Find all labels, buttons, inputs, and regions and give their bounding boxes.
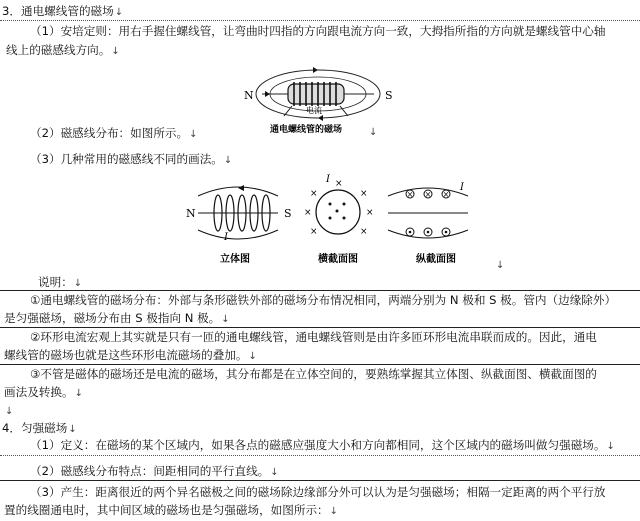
uniform-distribution-text: （2）磁感线分布特点：间距相同的平行直线。 [30,464,270,478]
distribution-line [30,125,198,143]
note3-line2-text: 画法及转换。 [4,385,74,399]
stereo-s-label: S [284,207,292,220]
svg-text:×: × [360,227,368,237]
ampere-rule-line1: （1）安培定则：用右手握住螺线管，让弯曲时四指的方向跟电流方向一致，大拇指所指的方向就是螺线管中心轴 [30,24,606,38]
paragraph-mark: ↓ [248,351,257,362]
line-rule [0,364,640,365]
line-rule [0,290,640,291]
paragraph-mark: ↓ [270,467,279,478]
figure1-mark [368,123,377,141]
section3-heading [2,3,123,21]
figure2-mark [495,256,504,274]
line-rule [0,480,640,481]
section3-heading-text: 3．通电螺线管的磁场 [2,4,114,18]
note1-line2 [4,310,230,328]
uniform-definition-text: （1）定义：在磁场的某个区域内，如果各点的磁感应强度大小和方向都相同，这个区域内的磁场叫做匀强磁场。 [30,438,606,452]
note2-line2 [4,347,257,365]
solenoid-s-label: S [385,89,393,102]
paragraph-mark: ↓ [111,46,120,57]
paragraph-mark: ↓ [114,7,124,18]
uniform-definition-line [30,437,615,455]
paragraph-mark: ↓ [606,441,615,452]
paragraph-mark: ↓ [73,278,83,289]
svg-text:×: × [406,190,414,199]
ampere-rule-line2 [6,42,120,60]
distribution-text: （2）磁感线分布：如图所示。 [30,126,189,140]
ampere-rule-line2-text: 线上的磁感线方向。 [6,43,111,57]
solenoid-caption: 通电螺线管的磁场 [270,125,343,135]
line-rule [0,327,640,328]
longitudinal-caption: 纵截面图 [416,254,456,265]
paragraph-mark: ↓ [189,129,198,140]
paragraph-mark: ↓ [223,155,233,166]
drawings-line [30,151,232,169]
paragraph-mark: ↓ [369,127,378,138]
solenoid-views-figure [178,172,508,268]
paragraph-mark: ↓ [329,506,339,517]
paragraph-mark: ↓ [5,406,14,417]
svg-text:×: × [335,179,343,189]
uniform-production-line1: （3）产生：距离很近的两个异名磁极之间的磁场除边缘部分外可以认为是匀强磁场；相隔一定距离的两个平行放 [30,485,606,499]
svg-text:×: × [442,190,450,199]
svg-text:×: × [310,227,318,237]
cross-section-view [304,174,374,265]
note3-line1: ③不管是磁体的磁场还是电流的磁场，其分布都是在立体空间的，要熟练掌握其立体图、纵截面图、横截面图的 [30,367,597,381]
uniform-distribution-line [30,463,279,481]
cross-caption: 横截面图 [318,254,358,265]
svg-text:×: × [424,190,432,199]
svg-text:×: × [366,208,374,218]
svg-text:×: × [310,189,318,199]
paragraph-mark: ↓ [496,260,505,271]
drawings-text: （3）几种常用的磁感线不同的画法。 [30,152,223,166]
svg-text:×: × [304,208,312,218]
svg-text:×: × [360,189,368,199]
long-i-label: I [460,182,464,193]
uniform-production-line2 [4,502,338,520]
paragraph-mark: ↓ [68,424,77,435]
notes-title: 说明： [38,275,73,289]
solenoid-n-label: N [244,89,254,102]
note2-line2-text: 螺线管的磁场也就是这些环形电流磁场的叠加。 [4,348,248,362]
stereo-caption: 立体图 [220,254,250,265]
note1-line1: ①通电螺线管的磁场分布：外部与条形磁铁外部的磁场分布情况相同，两端分别为 N 极和 S 极。管内（边缘除外） [30,293,617,307]
note3-line2 [4,384,83,402]
blank-line [4,402,13,420]
cross-i-label: I [326,174,330,185]
stereo-n-label: N [186,207,196,220]
section4-heading [2,420,77,438]
uniform-production-line2-text: 置的线圈通电时，其中间区域的磁场也是匀强磁场，如图所示： [4,503,329,517]
line-rule [0,455,640,456]
stereo-i-label: I [224,232,228,243]
stereo-view [186,185,292,265]
longitudinal-view [388,182,468,265]
line-rule [0,20,640,21]
note2-line1: ②环形电流宏观上其实就是只有一匝的通电螺线管，通电螺线管则是由许多匝环形电流串联而成的。因此，通电 [30,330,597,344]
note1-line2-text: 是匀强磁场，磁场分布由 S 极指向 N 极。 [4,311,221,325]
solenoid-current-label: 电流 [306,106,322,115]
paragraph-mark: ↓ [221,314,230,325]
section4-heading-text: 4．匀强磁场 [2,421,68,435]
paragraph-mark: ↓ [74,388,83,399]
